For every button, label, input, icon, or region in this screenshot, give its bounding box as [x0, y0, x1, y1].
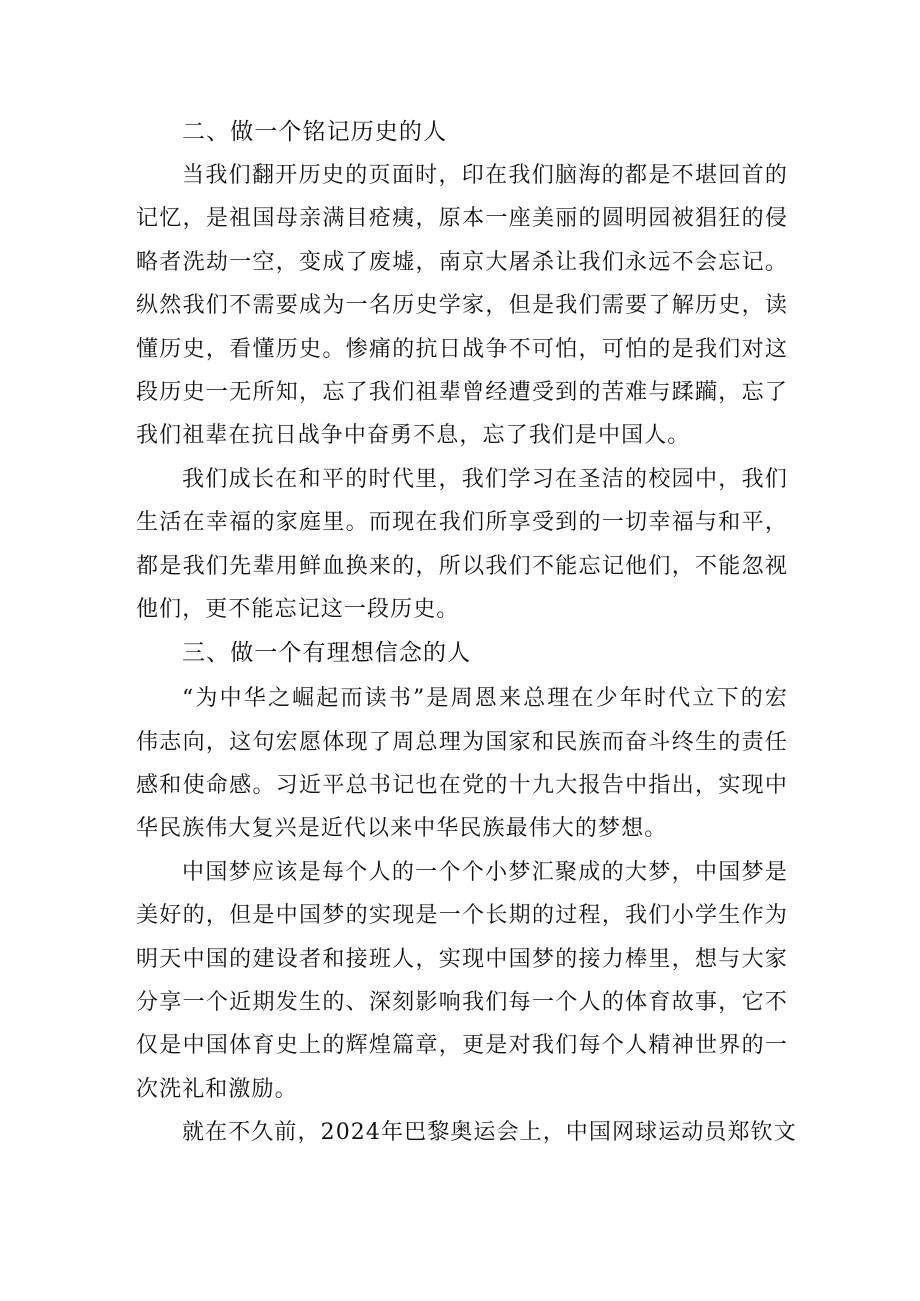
text-line: 都是我们先辈用鲜血换来的，所以我们不能忘记他们，不能忽视 — [136, 553, 788, 579]
paragraph — [136, 154, 788, 458]
text-line: 就在不久前，2024年巴黎奥运会上，中国网球运动员郑钦文 — [182, 1120, 797, 1146]
text-line: 懂历史，看懂历史。惨痛的抗日战争不可怕，可怕的是我们对这 — [136, 336, 788, 362]
text-line: 他们，更不能忘记这一段历史。 — [136, 596, 460, 622]
text-line: 华民族伟大复兴是近代以来中华民族最伟大的梦想。 — [136, 816, 668, 842]
text-line: 段历史一无所知，忘了我们祖辈曾经遭受到的苦难与蹂躏，忘了 — [136, 379, 788, 405]
text-line: 感和使命感。习近平总书记也在党的十九大报告中指出，实现中 — [136, 773, 788, 799]
text-line: 明天中国的建设者和接班人，实现中国梦的接力棒里，想与大家 — [136, 946, 788, 972]
text-line: 分享一个近期发生的、深刻影响我们每一个人的体育故事，它不 — [136, 990, 788, 1016]
document-page — [136, 112, 797, 1155]
section-heading: 三、做一个有理想信念的人 — [182, 640, 472, 667]
paragraph — [136, 851, 788, 1111]
paragraph — [136, 458, 788, 632]
text-line: 生活在幸福的家庭里。而现在我们所享受到的一切幸福与和平， — [136, 510, 788, 536]
text-line: 记忆，是祖国母亲满目疮痍，原本一座美丽的圆明园被猖狂的侵 — [136, 206, 788, 232]
paragraph — [136, 677, 788, 851]
text-line: 我们成长在和平的时代里，我们学习在圣洁的校园中，我们 — [182, 466, 788, 492]
text-line: “为中华之崛起而读书”是周恩来总理在少年时代立下的宏 — [182, 686, 788, 712]
text-line: 中国梦应该是每个人的一个个小梦汇聚成的大梦，中国梦是 — [182, 859, 788, 885]
text-line: 仅是中国体育史上的辉煌篇章，更是对我们每个人精神世界的一 — [136, 1033, 788, 1059]
text-line: 当我们翻开历史的页面时，印在我们脑海的都是不堪回首的 — [182, 163, 788, 188]
text-line: 伟志向，这句宏愿体现了周总理为国家和民族而奋斗终生的责任 — [136, 729, 788, 755]
section-heading: 二、做一个铭记历史的人 — [182, 119, 448, 145]
text-line: 纵然我们不需要成为一名历史学家，但是我们需要了解历史，读 — [136, 293, 788, 319]
text-line: 略者洗劫一空，变成了废墟，南京大屠杀让我们永远不会忘记。 — [136, 249, 788, 275]
text-line: 美好的，但是中国梦的实现是一个长期的过程，我们小学生作为 — [136, 903, 788, 929]
text-line: 次洗礼和激励。 — [136, 1076, 298, 1102]
text-line: 我们祖辈在抗日战争中奋勇不息，忘了我们是中国人。 — [136, 423, 691, 449]
paragraph — [136, 1111, 797, 1154]
